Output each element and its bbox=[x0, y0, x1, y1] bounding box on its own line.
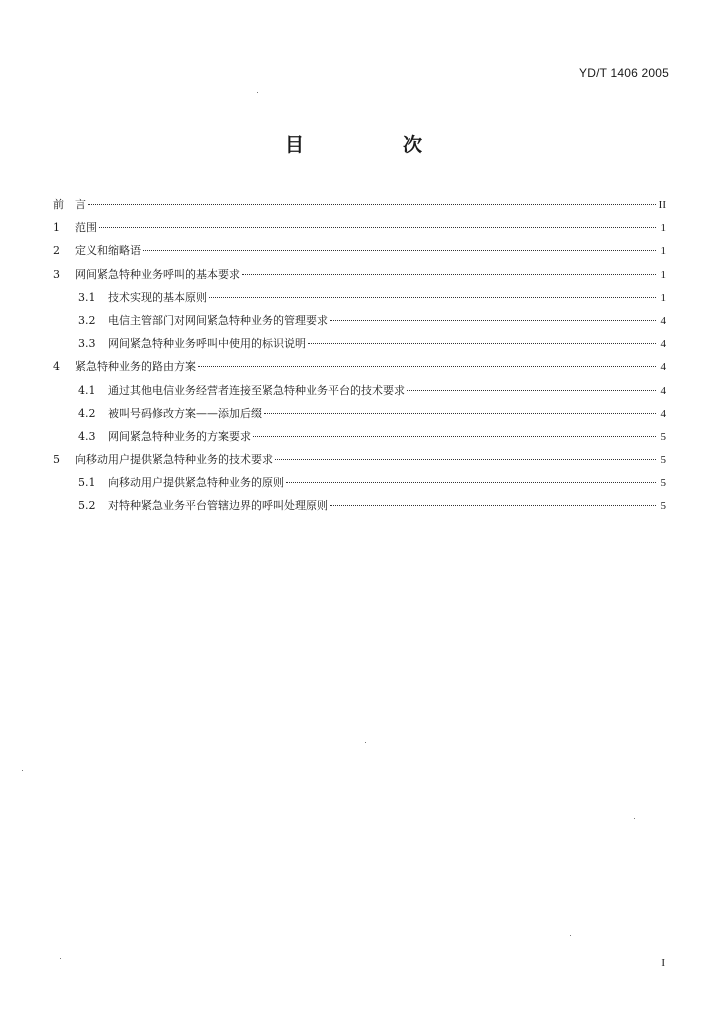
scan-speck bbox=[365, 742, 366, 743]
toc-entry-number: 4.3 bbox=[78, 429, 96, 443]
toc-entry-title: 紧急特种业务的路由方案 bbox=[75, 360, 196, 374]
toc-entry-page: II bbox=[658, 199, 666, 211]
toc-dot-leader bbox=[264, 413, 656, 414]
toc-entry-3-3[interactable] bbox=[53, 332, 666, 355]
toc-title: 目 次 bbox=[284, 134, 462, 156]
toc-dot-leader bbox=[143, 250, 656, 251]
toc-dot-leader bbox=[88, 204, 656, 205]
toc-entry-1[interactable] bbox=[53, 216, 666, 239]
toc-entry-3-2[interactable] bbox=[53, 309, 666, 332]
toc-entry-4-2[interactable] bbox=[53, 402, 666, 425]
toc-entry-title: 定义和缩略语 bbox=[75, 244, 141, 258]
toc-entry-number: 5.2 bbox=[78, 499, 96, 513]
scan-speck bbox=[22, 770, 23, 771]
toc-entry-number: 1 bbox=[53, 221, 60, 235]
toc-entry-title: 向移动用户提供紧急特种业务的技术要求 bbox=[75, 453, 273, 467]
scan-speck bbox=[570, 935, 571, 936]
toc-entry-4[interactable] bbox=[53, 355, 666, 378]
page-number: I bbox=[661, 957, 665, 969]
toc-dot-leader bbox=[330, 320, 656, 321]
toc-entry-title: 网间紧急特种业务呼叫中使用的标识说明 bbox=[108, 337, 306, 351]
toc-entry-number: 5.1 bbox=[78, 476, 96, 490]
scan-speck bbox=[60, 958, 61, 959]
toc-entry-page: 5 bbox=[660, 477, 666, 490]
toc-entry-title: 电信主管部门对网间紧急特种业务的管理要求 bbox=[108, 313, 328, 327]
toc-entry-number: 3.1 bbox=[78, 290, 96, 304]
toc-entry-page: 4 bbox=[660, 314, 666, 327]
toc-entry-2[interactable] bbox=[53, 239, 666, 262]
document-code: YD/T 1406 2005 bbox=[579, 66, 669, 80]
toc-entry-3-1[interactable] bbox=[53, 286, 666, 309]
toc-entry-number: 4.2 bbox=[78, 406, 96, 420]
toc-entry-number: 3.2 bbox=[78, 313, 96, 327]
toc-entry-page: 5 bbox=[660, 454, 666, 467]
toc-dot-leader bbox=[242, 274, 656, 275]
toc-entry-number: 5 bbox=[53, 453, 60, 467]
toc-entry-page: 1 bbox=[660, 245, 666, 258]
toc-entry-title: 向移动用户提供紧急特种业务的原则 bbox=[108, 476, 284, 490]
toc-entry-5-2[interactable] bbox=[53, 494, 666, 517]
toc-entry-page: 4 bbox=[660, 407, 666, 420]
table-of-contents bbox=[53, 193, 666, 518]
toc-entry-page: 1 bbox=[660, 222, 666, 235]
toc-entry-number: 4 bbox=[53, 360, 60, 374]
toc-entry-title: 技术实现的基本原则 bbox=[108, 290, 207, 304]
toc-entry-number: 4.1 bbox=[78, 383, 96, 397]
toc-entry-page: 4 bbox=[660, 384, 666, 397]
toc-dot-leader bbox=[286, 482, 656, 483]
toc-entry-5[interactable] bbox=[53, 448, 666, 471]
toc-entry-number: 前 言 bbox=[53, 198, 86, 211]
toc-entry-title: 网间紧急特种业务的方案要求 bbox=[108, 429, 251, 443]
toc-entry-title: 对特种紧急业务平台管辖边界的呼叫处理原则 bbox=[108, 499, 328, 513]
toc-dot-leader bbox=[209, 297, 656, 298]
toc-dot-leader bbox=[308, 343, 656, 344]
toc-entry-5-1[interactable] bbox=[53, 471, 666, 494]
toc-entry-title: 通过其他电信业务经营者连接至紧急特种业务平台的技术要求 bbox=[108, 383, 405, 397]
toc-entry-title: 网间紧急特种业务呼叫的基本要求 bbox=[75, 267, 240, 281]
toc-entry-page: 4 bbox=[660, 361, 666, 374]
toc-entry-number: 3.3 bbox=[78, 337, 96, 351]
toc-entry-page: 5 bbox=[660, 500, 666, 513]
toc-entry-page: 1 bbox=[660, 291, 666, 304]
toc-entry-number: 2 bbox=[53, 244, 60, 258]
toc-dot-leader bbox=[407, 390, 656, 391]
toc-entry-4-1[interactable] bbox=[53, 379, 666, 402]
toc-dot-leader bbox=[330, 505, 656, 506]
toc-entry-title: 被叫号码修改方案——添加后缀 bbox=[108, 406, 262, 420]
toc-entry-number: 3 bbox=[53, 267, 60, 281]
scan-speck bbox=[634, 818, 635, 819]
toc-entry-page: 1 bbox=[660, 268, 666, 281]
toc-entry-4-3[interactable] bbox=[53, 425, 666, 448]
toc-entry-page: 4 bbox=[660, 338, 666, 351]
scan-speck bbox=[257, 92, 258, 93]
toc-dot-leader bbox=[99, 227, 656, 228]
toc-dot-leader bbox=[253, 436, 656, 437]
toc-dot-leader bbox=[198, 366, 656, 367]
toc-entry-page: 5 bbox=[660, 430, 666, 443]
toc-entry-3[interactable] bbox=[53, 263, 666, 286]
toc-entry-title: 范围 bbox=[75, 221, 97, 235]
toc-dot-leader bbox=[275, 459, 656, 460]
toc-entry-foreword[interactable] bbox=[53, 193, 666, 216]
